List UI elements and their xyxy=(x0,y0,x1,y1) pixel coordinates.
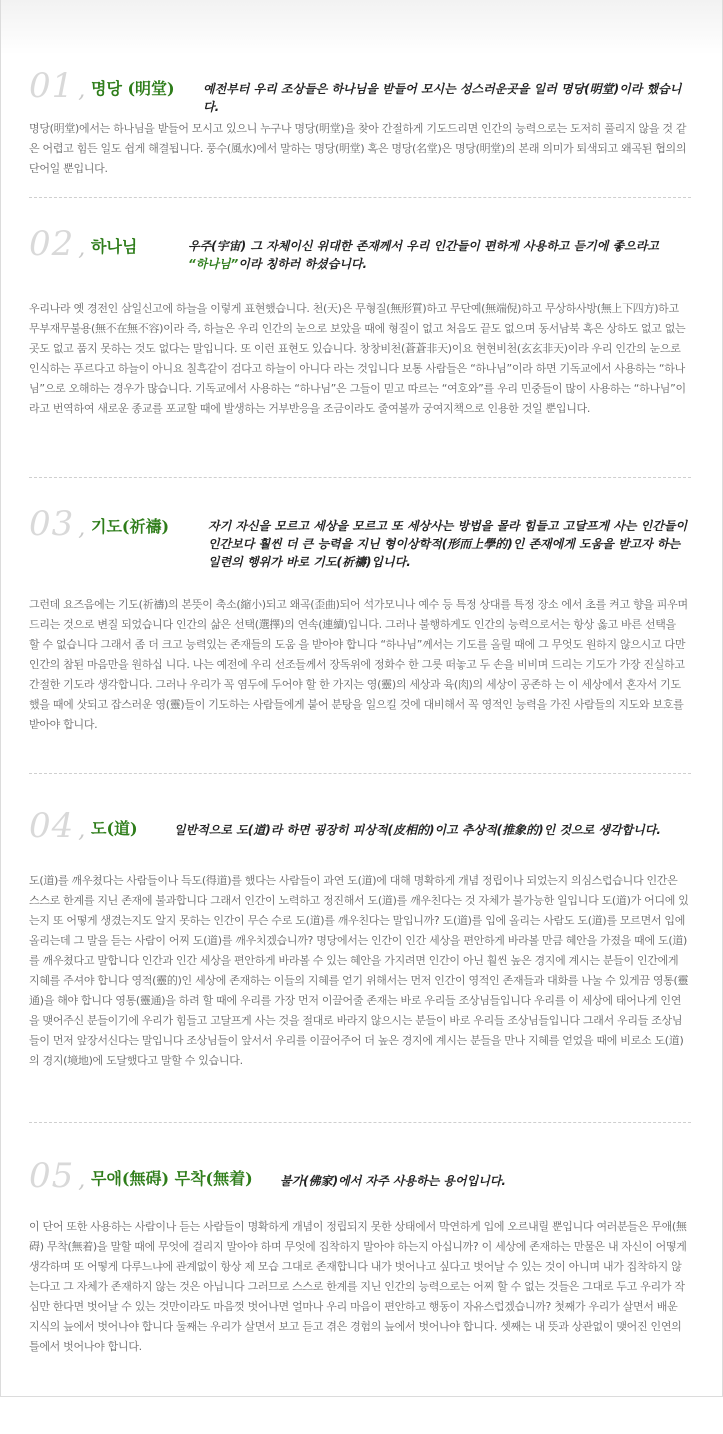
section-number: 05 , xyxy=(29,1156,87,1196)
divider xyxy=(29,1122,691,1123)
section-title: 하나님 xyxy=(91,237,138,256)
section-header xyxy=(29,806,693,846)
section-number: 01 , xyxy=(29,66,87,106)
divider xyxy=(29,477,691,478)
section-body: 우리나라 옛 경전인 삼일신고에 하늘을 이렇게 표현했습니다. 천(天)은 무형질(無形質)하고 무단예(無端倪)하고 무상하사방(無上下四方)하고 무부재무불용(無不在無不容)이라 즉, 하늘은 우리 인간의 눈으로 보았을 때에 형질이 없고 처음도 끝도 없으며 동서남북 혹은 상하도 없고 없는 곳도 없고 품지 못하는 것도 없다는 말입니다. 또 이런 표현도 있습니다. 창창비천(蒼蒼非天)이요 현현비천(玄玄非天)이라 우리 인간의 눈으로 인식하는 푸르다고 하늘이 아니요 칠흑같이 검다고 하늘이 아니다 라는 것입니다 보통 사람들은 “하나님”이라 하면 기독교에서 사용하는 “하나님”으로 오해하는 경우가 많습니다. 기독교에서 사용하는 “하나님”은 그들이 믿고 따르는 “여호와”를 우리 민중들이 많이 사용하는 “하나님”이라고 번역하여 새로운 종교를 포교할 때에 발생하는 거부반응을 조금이라도 줄여볼까 궁여지책으로 인용한 것일 뿐입니다. xyxy=(29,302,686,415)
section-tagline: 불가(佛家)에서 자주 사용하는 용어입니다. xyxy=(280,1174,506,1188)
section-title: 기도(祈禱) xyxy=(91,517,170,536)
section-tagline: 우주(宇宙) 그 자체이신 위대한 존재께서 우리 인간들이 편하게 사용하고 듣기에 좋으라고 “하나님”이라 칭하러 하셨습니다. xyxy=(188,239,659,271)
section-body: 그런데 요즈음에는 기도(祈禱)의 본뜻이 축소(縮小)되고 왜곡(歪曲)되어 석가모니나 예수 등 특정 상대를 특정 장소 에서 초를 켜고 향을 피우며 드리는 것으로 변질 되었습니다 인간의 삶은 선택(選擇)의 연속(連續)입니다. 그러나 불행하게도 인간의 능력으로서는 항상 옳고 바른 선택을 할 수 없습니다 그래서 좀 더 크고 능력있는 존재들의 도움 을 받아야 합니다 “하나님”께서는 기도를 올릴 때에 그 무엇도 원하지 않으시고 다만 인간의 참된 마음만을 원하십 니다. 나는 예전에 우리 선조들께서 장독위에 정화수 한 그릇 떠놓고 두 손을 비비며 드리는 기도가 가장 진실하고 간절한 기도라 생각합니다. 그러나 우리가 꼭 염두에 두어야 할 한 가지는 영(靈)의 세상과 육(肉)의 세상이 공존하 는 이 세상에서 혼자서 기도했을 때에 삿되고 잡스러운 영(靈)들이 기도하는 사람들에게 붙어 분탕을 일으킬 것에 대비해서 꼭 영적인 능력을 가진 사람들의 지도와 보호를 받아야 합니다. xyxy=(29,598,688,731)
section-number: 03 , xyxy=(29,504,87,544)
divider xyxy=(29,197,691,198)
section-do xyxy=(29,806,693,1067)
section-muae-muchak xyxy=(29,1156,693,1353)
section-header xyxy=(29,66,693,114)
section-tagline: 예전부터 우리 조상들은 하나님을 받들어 모시는 성스러운곳을 일러 명당(明堂)이라 했습니다. xyxy=(203,82,682,114)
section-header xyxy=(29,224,693,271)
section-body: 도(道)를 깨우쳤다는 사람들이나 득도(得道)를 했다는 사람들이 과연 도(道)에 대해 명확하게 개념 정립이나 되었는지 의심스럽습니다 인간은 스스로 한계를 지닌 존재에 불과합니다 그래서 인간이 노력하고 정진해서 도(道)를 깨우친다는 것 자체가 불가능한 일입니다 도(道)가 어디에 있는지 또 어떻게 생겼는지도 알지 못하는 인간이 무슨 수로 도(道)를 깨우친다는 말입니까? 도(道)를 입에 올리는 사람도 도(道)를 모르면서 입에 올리는데 그 말을 듣는 사람이 어찌 도(道)를 깨우치겠습니까? 명당에서는 인간이 인간 세상을 편안하게 바라볼 만큼 혜안을 가졌을 때에 도(道)를 깨우쳤다고 말합니다 인간과 인간 세상을 편안하게 바라볼 수 있는 혜안을 가지려면 인간이 아닌 훨씬 높은 경지에 계시는 분들이 인간에게 지혜를 주셔야 합니다 영적(靈的)인 세상에 존재하는 이들의 지혜를 얻기 위해서는 먼저 인간이 영적인 존재들과 대화를 나눌 수 있게끔 영통(靈通)을 해야 합니다 영통(靈通)을 하려 할 때에 우리를 가장 먼저 이끌어줄 존재는 바로 우리들 조상님들입니다 우리를 이 세상에 태어나게 인연을 맺어주신 분들이기에 우리가 힘들고 고달프게 사는 것을 절대로 바라지 않으시는 분들이 바로 우리들 조상님들입니다 그래서 우리들 조상님들이 먼저 앞장서신다는 말입니다 조상님들이 앞서서 우리를 이끌어주어 더 높은 경지에 계시는 분들을 만나 지혜를 얻었을 때에 비로소 도(道)의 경지(境地)에 도달했다고 말할 수 있습니다. xyxy=(29,874,689,1067)
section-number: 02 , xyxy=(29,224,87,264)
section-hananim xyxy=(29,224,693,415)
section-tagline: 자기 자신을 모르고 세상을 모르고 또 세상사는 방법을 몰라 힘들고 고달프게 사는 인간들이 인간보다 훨씬 더 큰 능력을 지닌 형이상학적(形而上學的)인 존재에게 도움을 받고자 하는 일련의 행위가 바로 기도(祈禱)입니다. xyxy=(208,519,688,569)
section-tagline: 일반적으로 도(道)라 하면 굉장히 피상적(皮相的)이고 추상적(推象的)인 것으로 생각합니다. xyxy=(174,823,661,837)
section-title: 명당 (明堂) xyxy=(91,79,175,98)
divider xyxy=(29,773,691,774)
section-body: 명당(明堂)에서는 하나님을 받들어 모시고 있으니 누구나 명당(明堂)을 찾아 간절하게 기도드리면 인간의 능력으로는 도저히 풀리지 않을 것 같은 어렵고 힘든 일도 쉽게 해결됩니다. 풍수(風水)에서 말하는 명당(明堂) 혹은 명당(名堂)은 명당(明堂)의 본래 의미가 퇴색되고 왜곡된 협의의 단어일 뿐입니다. xyxy=(29,122,687,175)
section-header xyxy=(29,1156,693,1196)
section-header xyxy=(29,504,693,569)
section-myeongdang xyxy=(29,66,693,175)
section-number: 04 , xyxy=(29,806,87,846)
section-gido xyxy=(29,504,693,731)
section-title: 무애(無碍) 무착(無着) xyxy=(91,1169,253,1188)
section-title: 도(道) xyxy=(91,819,138,838)
section-body: 이 단어 또한 사용하는 사람이나 듣는 사람들이 명확하게 개념이 정립되지 못한 상태에서 막연하게 입에 오르내릴 뿐입니다 여러분들은 무애(無碍) 무착(無着)을 말할 때에 무엇에 걸리지 말아야 하며 무엇에 집착하지 말아야 하는지 아십니까? 이 세상에 존재하는 만물은 내 자신이 어떻게 생각하며 또 어떻게 다루느냐에 관계없이 항상 제 모습 그대로 존재합니다 내가 벗어나고 싶다고 벗어날 수 있는 것이 아니며 내가 집착하지 않는다고 그 자체가 존재하지 않는 것은 아닙니다 그러므로 스스로 한계를 지닌 인간의 능력으로는 어찌 할 수 없는 것들은 그대로 두고 우리가 작심만 한다면 벗어날 수 있는 것만이라도 마음껏 벗어나면 얼마나 우리 마음이 편안하고 행동이 자유스럽겠습니까? 첫째가 우리가 살면서 배운 지식의 늪에서 벗어나야 합니다 둘째는 우리가 살면서 보고 듣고 겪은 경험의 늪에서 벗어나야 합니다. 셋째는 내 뜻과 상관없이 맺어진 인연의 틀에서 벗어나야 합니다. xyxy=(29,1220,687,1353)
